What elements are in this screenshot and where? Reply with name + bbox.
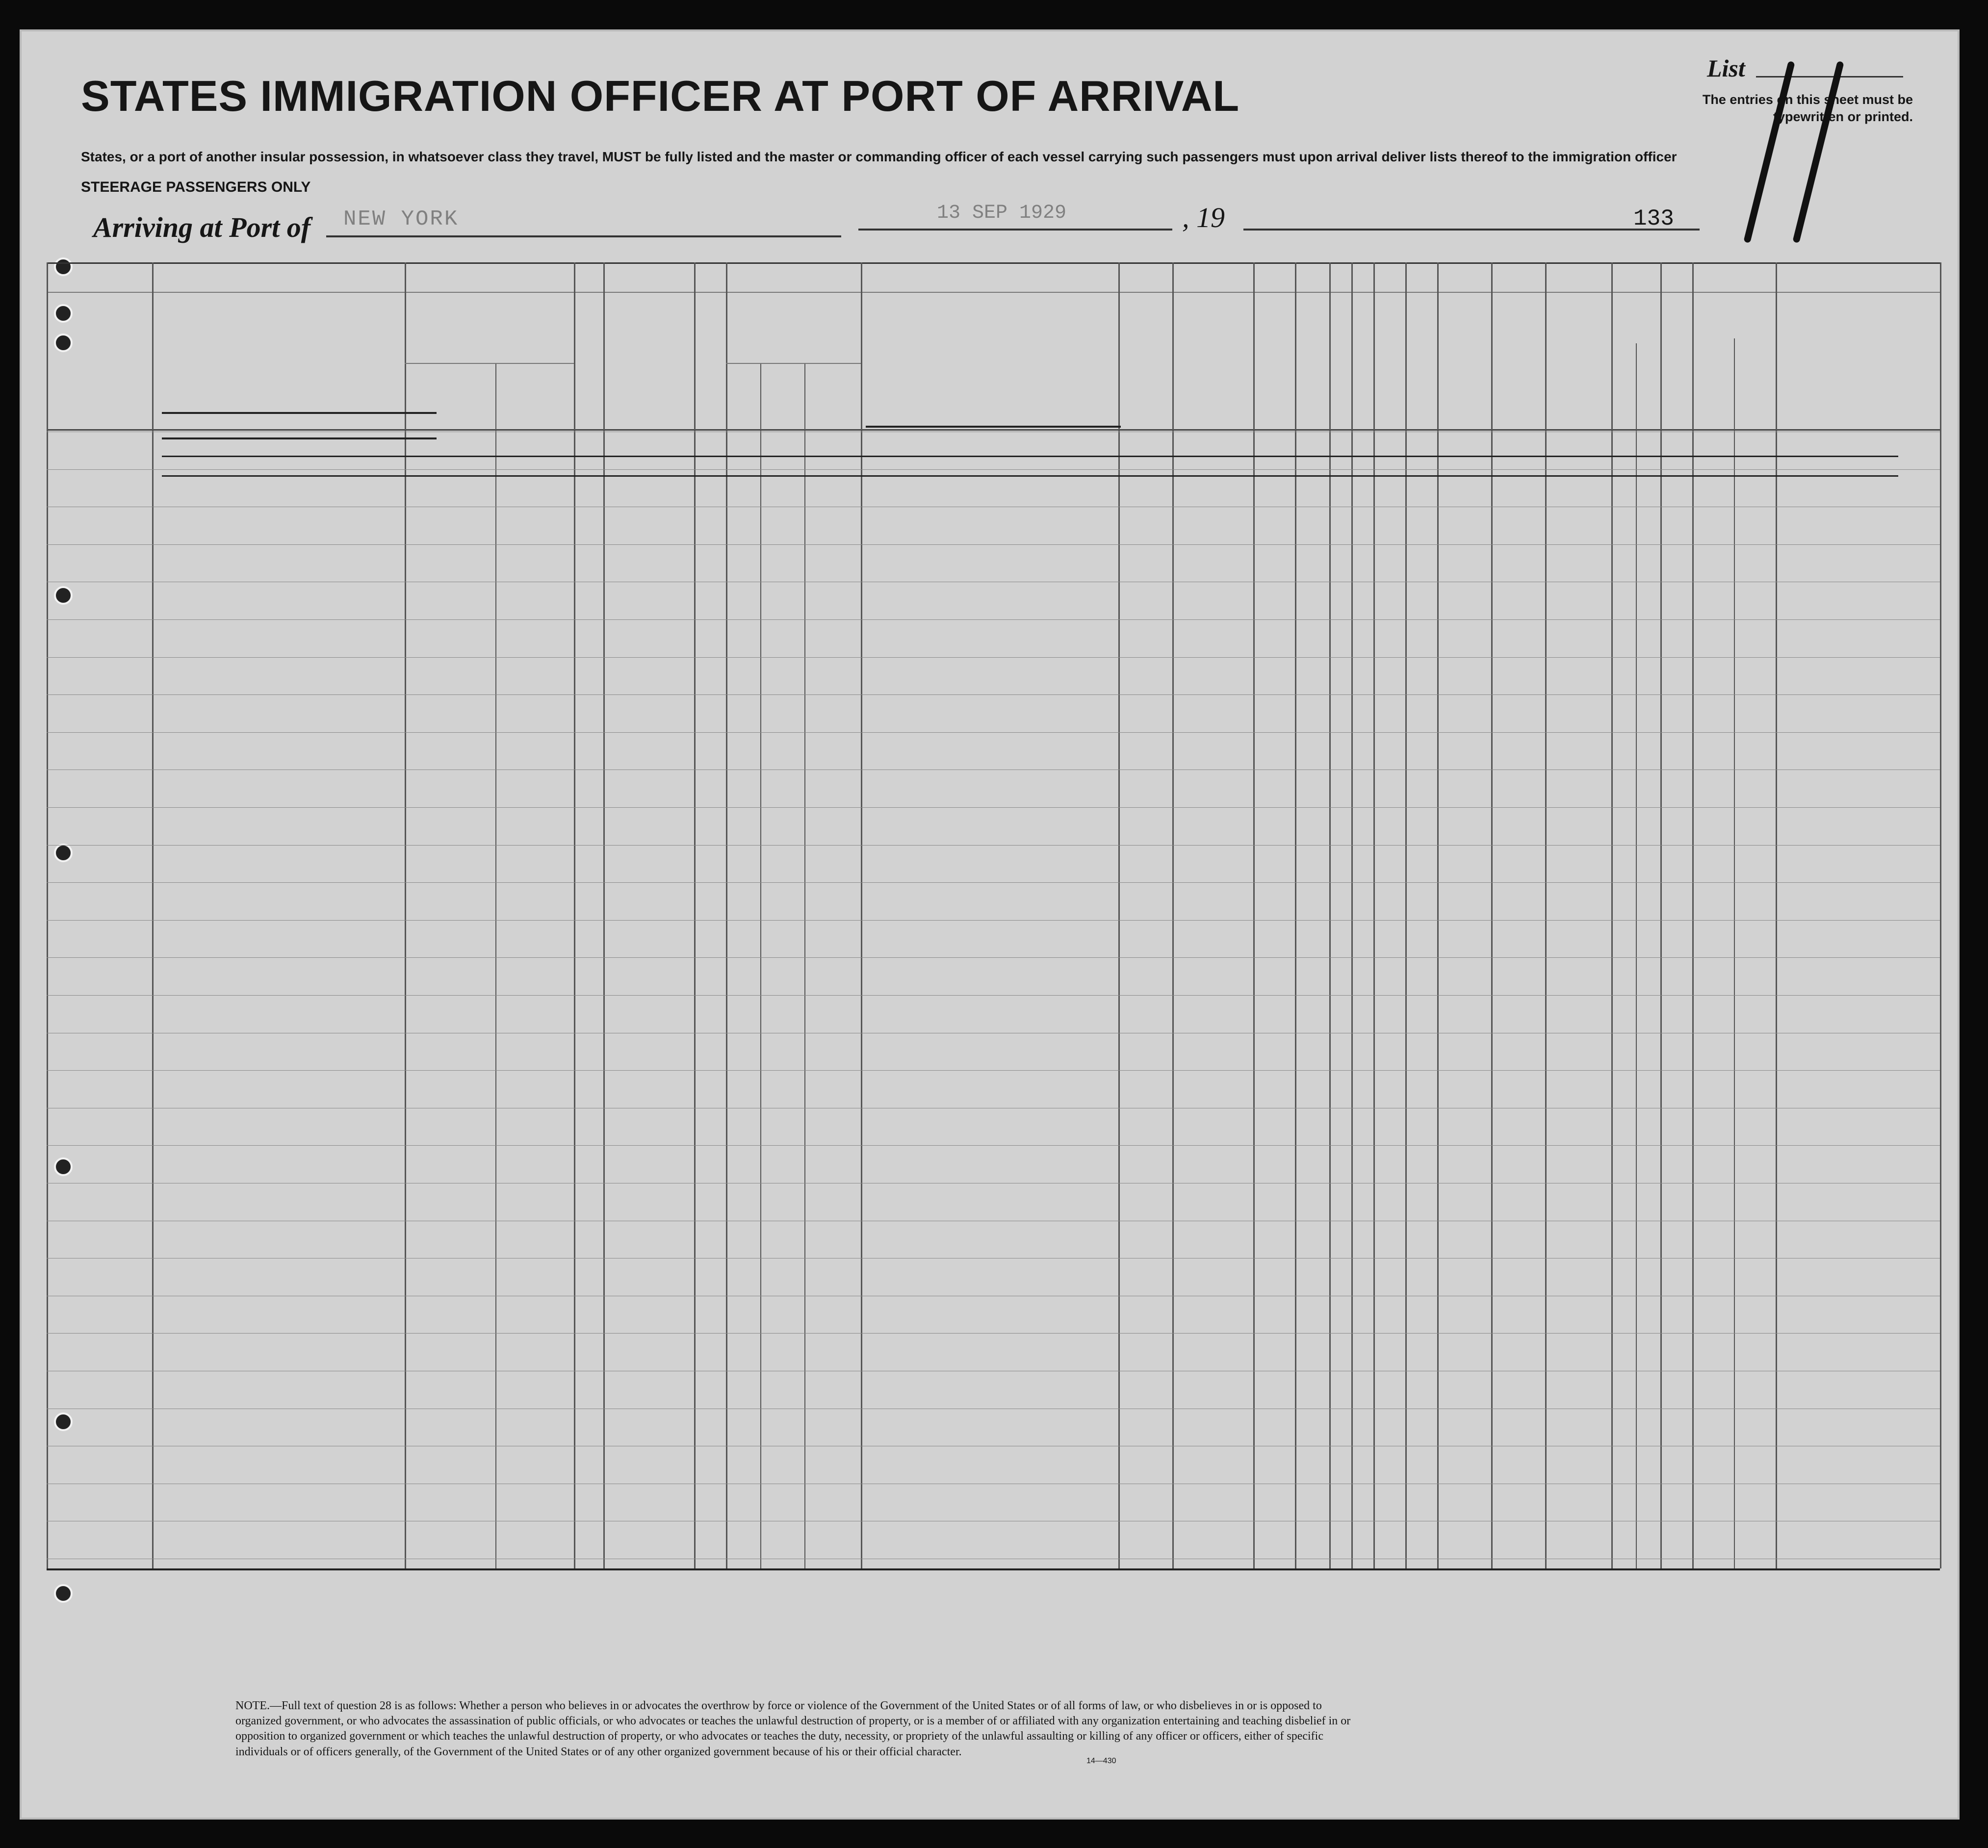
- page-title: STATES IMMIGRATION OFFICER AT PORT OF ARRIVAL: [81, 72, 1240, 120]
- column-divider: [152, 262, 154, 1568]
- arriving-label: Arriving at Port of: [93, 211, 311, 243]
- column-header: [1256, 299, 1292, 424]
- column-divider: [47, 262, 48, 1568]
- row-line: [47, 845, 1940, 846]
- table-bottom-line: [47, 1568, 1940, 1570]
- column-header: [1614, 299, 1657, 424]
- column-header: [1440, 299, 1488, 424]
- list-label: List: [1707, 54, 1745, 82]
- subheader-line: [405, 363, 574, 364]
- table-top-line: [47, 262, 1940, 264]
- strike-line: [162, 412, 437, 414]
- row-line: [47, 544, 1940, 545]
- column-header: [1121, 299, 1169, 424]
- column-header: [1332, 299, 1348, 424]
- row-line: [47, 920, 1940, 921]
- row-line: [47, 1070, 1940, 1071]
- column-divider: [405, 262, 406, 1568]
- column-divider: [1437, 262, 1439, 1568]
- row-line: [47, 657, 1940, 658]
- column-divider: [1295, 262, 1296, 1568]
- column-divider: [1660, 262, 1662, 1568]
- subcolumn-divider: [1636, 343, 1637, 1568]
- column-divider: [1253, 262, 1255, 1568]
- column-header: [697, 299, 723, 424]
- column-divider: [1329, 262, 1331, 1568]
- row-line: [47, 807, 1940, 808]
- row-line: [47, 1145, 1940, 1146]
- column-divider: [1491, 262, 1493, 1568]
- date-stamp: 13 SEP 1929: [937, 202, 1067, 224]
- strike-line: [866, 426, 1121, 428]
- column-header: [1376, 299, 1402, 424]
- column-number-line: [47, 292, 1940, 293]
- subcolumn-divider: [495, 363, 496, 1568]
- column-header: [1494, 299, 1542, 424]
- column-header: [1298, 299, 1326, 424]
- instruction-line: States, or a port of another insular possession, in whatsoever class they travel, MUST be fully listed and the master or commanding officer of each vessel carrying such passengers must upon arrival deliver lists thereof to the immigration officer: [81, 149, 1677, 164]
- column-header: [1408, 299, 1434, 424]
- sheet-number: 133: [1633, 206, 1674, 231]
- subcolumn-divider: [1734, 338, 1735, 1568]
- strike-line: [162, 456, 1898, 457]
- column-header: [1663, 299, 1689, 424]
- row-line: [47, 957, 1940, 958]
- subcolumn-divider: [760, 363, 761, 1568]
- column-header: [1548, 299, 1608, 424]
- column-divider: [574, 262, 575, 1568]
- subcolumn-divider: [804, 363, 805, 1568]
- column-divider: [1692, 262, 1694, 1568]
- row-line: [47, 619, 1940, 620]
- row-line: [47, 1333, 1940, 1334]
- column-divider: [1940, 262, 1941, 1568]
- entries-note: The entries on this sheet must be typewritten or printed.: [1702, 92, 1913, 125]
- column-divider: [726, 262, 727, 1568]
- header-bottom-line: [47, 429, 1940, 431]
- column-divider: [1172, 262, 1174, 1568]
- row-line: [47, 469, 1940, 470]
- subheader-line: [726, 363, 861, 364]
- column-divider: [1545, 262, 1547, 1568]
- column-divider: [1405, 262, 1407, 1568]
- column-header: [1354, 299, 1370, 424]
- column-divider: [1611, 262, 1613, 1568]
- row-line: [47, 882, 1940, 883]
- row-line: [47, 995, 1940, 996]
- column-divider: [603, 262, 605, 1568]
- strike-line: [162, 475, 1898, 477]
- year-prefix: , 19: [1182, 202, 1225, 233]
- column-divider: [861, 262, 862, 1568]
- footnote: NOTE.—Full text of question 28 is as follows: Whether a person who believes in or advocates the overthrow by force or violence of the Government of the United States or of all forms of law, or who disbelieves in or is opposed to organized government, or who advocates the assassination of public officials, or who advocates or teaches the unlawful destruction of property, or is a member of or affiliated with any organization entertaining and teaching disbelief in or opposition to organized government or which teaches the unlawful destruction of property, or who advocates or teaches the duty, necessity, or propriety of the unlawful assaulting or killing of any officer or officers, either of specific individuals or of officers generally, of the Government of the United States or of any other organized government because of his or their official character.: [235, 1699, 1351, 1758]
- form-number: 14—430: [1086, 1757, 1116, 1765]
- column-divider: [1118, 262, 1120, 1568]
- row-line: [47, 732, 1940, 733]
- strike-line: [162, 437, 437, 439]
- column-divider: [1373, 262, 1375, 1568]
- column-divider: [1351, 262, 1353, 1568]
- row-line: [47, 694, 1940, 695]
- column-divider: [694, 262, 696, 1568]
- passenger-class-line: STEERAGE PASSENGERS ONLY: [81, 179, 311, 195]
- port-value: NEW YORK: [343, 207, 459, 231]
- column-header: [577, 299, 600, 424]
- column-divider: [1776, 262, 1777, 1568]
